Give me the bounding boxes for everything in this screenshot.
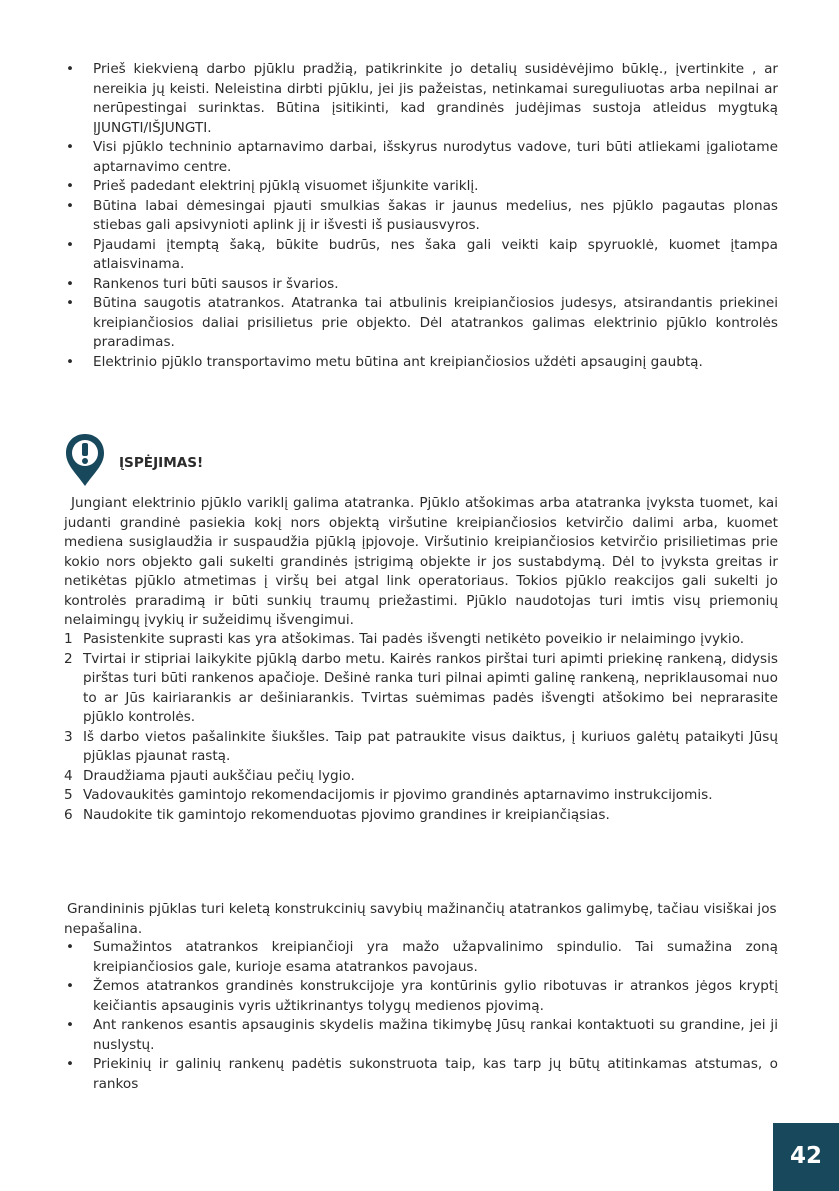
warning-title: ĮSPĖJIMAS! [119,455,204,471]
list-item [64,806,778,826]
step-text: Vadovaukitės gamintojo rekomendacijomis ir pjovimo grandinės aptarnavimo instrukcijomis. [83,787,713,803]
list-item [64,1016,778,1055]
step-number: 6 [64,806,73,823]
bullet-icon: • [65,353,75,370]
exclamation-pin-icon [64,432,106,488]
bullet-icon: • [65,275,75,292]
bullet-icon: • [65,295,75,311]
step-text: Draudžiama pjauti aukščiau pečių lygio. [83,767,355,784]
list-item [64,197,778,236]
bullet-icon: • [65,978,75,994]
bullet-icon: • [65,1017,75,1033]
bullet-icon: • [65,939,75,955]
warning-paragraph: Jungiant elektrinio pjūklo variklį galima atatranka. Pjūklo atšokimas arba atatranka įvyksta tuomet, kai judanti grandinė pasiekia kokį nors objektą viršutine kreipiančiosios ketvirčio dalimi arba, kuomet mediena susiglaudžia ir suspaudžia pjūklą įpjovoje. Viršutinio kreipiančiosios ketvirčio prisilietimas prie kokio nors objekto gali sukelti grandinės įstrigimą objekte ir jos sustabdymą. Dėl to įvyksta greitas ir netikėtas pjūklo atmetimas į viršų bei atgal link operatoriaus. Tokios pjūklo reakcijos gali sukelti jo kontrolės praradimą ir būti sunkių traumų priežastimi. Pjūklo naudotojas turi imtis visų priemonių nelaimingų įvykių ir sužeidimų išvengimui. [64,495,778,628]
list-item [64,938,778,977]
list-item [64,1055,778,1094]
step-number: 3 [64,728,73,745]
bottom-bullet-list [64,938,778,1094]
list-item [64,236,778,275]
list-item [64,650,778,728]
top-bullet-list [64,60,778,372]
bullet-icon: • [65,197,75,214]
list-item-text: Prieš kiekvieną darbo pjūklu pradžią, patikrinkite jo detalių susidėvėjimo būklę., įvertinkite , ar nereikia jų keisti. Neleistina dirbti pjūklu, jei jis pažeistas, netinkamai sureguliuotas arba nepilnai ar nerūpestingai surinktas. Būtina įsitikinti, kad grandinės judėjimas sustoja atleidus mygtuką ĮJUNGTI/IŠJUNGTI. [93,61,778,136]
list-item-text: Rankenos turi būti sausos ir švarios. [93,275,339,292]
step-number: 2 [64,650,73,667]
list-item-text: Priekinių ir galinių rankenų padėtis sukonstruota taip, kas tarp jų būtų atitinkamas atstumas, o rankos [93,1056,778,1092]
bullet-icon: • [65,178,75,194]
list-item [64,786,778,806]
list-item [64,630,778,650]
intro-paragraph: Grandininis pjūklas turi keletą konstrukcinių savybių mažinančių atatrankos galimybę, tačiau visiškai jos nepašalina. [64,901,777,937]
list-item [64,138,778,177]
list-item-text: Žemos atatrankos grandinės konstrukcijoje yra kontūrinis gylio ribotuvas ir atrankos jėgos kryptį keičiantis apsauginis vyris užtikrinantys tolygų medienos pjovimą. [93,978,778,1014]
list-item [64,60,778,138]
bullet-icon: • [65,61,75,77]
list-item [64,728,778,767]
list-item-text: Būtina labai dėmesingai pjauti smulkias šakas ir jaunus medelius, nes pjūklo pagautas plonas stiebas gali apsivynioti aplink jį ir išvesti iš pusiausvyros. [93,197,778,233]
bullet-icon: • [65,1056,75,1072]
list-item [64,977,778,1016]
list-item [64,275,778,295]
list-item-text: Prieš padedant elektrinį pjūklą visuomet išjunkite variklį. [93,178,479,194]
step-text: Tvirtai ir stipriai laikykite pjūklą darbo metu. Kairės rankos pirštai turi apimti priekinę rankeną, didysis pirštas turi būti rankenos apačioje. Dešinė ranka turi pilnai apimti galinę rankeną, nepriklausomai nuo to ar Jūs kairiarankis ar dešiniarankis. Tvirtas suėmimas padės išvengti atšokimo bei neprarasite pjūklo kontrolės. [83,650,778,725]
list-item [64,177,778,197]
list-item [64,353,778,373]
list-item-text: Elektrinio pjūklo transportavimo metu būtina ant kreipiančiosios uždėti apsauginį gaubtą. [93,353,703,370]
step-number: 1 [64,631,73,647]
page-number: 42 [773,1123,839,1191]
step-text: Naudokite tik gamintojo rekomenduotas pjovimo grandines ir kreipiančiąsias. [83,806,610,823]
list-item-text: Pjaudami įtemptą šaką, būkite budrūs, nes šaka gali veikti kaip spyruoklė, kuomet įtampa atlaisvinama. [93,236,778,272]
list-item-text: Būtina saugotis atatrankos. Atatranka tai atbulinis kreipiančiosios judesys, atsirandantis priekinei kreipiančiosios daliai prisilietus prie objekto. Dėl atatrankos galimas elektrinio pjūklo kontrolės praradimas. [93,295,778,350]
warning-steps-list [64,630,778,825]
bullet-icon: • [65,139,75,155]
step-number: 5 [64,787,73,803]
list-item-text: Sumažintos atatrankos kreipiančioji yra mažo užapvalinimo spindulio. Tai sumažina zoną kreipiančiosios gale, kurioje esama atatrankos pavojaus. [93,939,778,975]
list-item [64,294,778,353]
step-text: Pasistenkite suprasti kas yra atšokimas. Tai padės išvengti netikėto poveikio ir nelaimingo įvykio. [83,631,745,647]
list-item-text: Ant rankenos esantis apsauginis skydelis mažina tikimybę Jūsų rankai kontaktuoti su grandine, jei ji nuslystų. [93,1017,778,1053]
step-number: 4 [64,767,73,784]
list-item-text: Visi pjūklo techninio aptarnavimo darbai, išskyrus nurodytus vadove, turi būti atliekami įgaliotame aptarnavimo centre. [93,139,778,175]
bullet-icon: • [65,236,75,253]
list-item [64,767,778,787]
step-text: Iš darbo vietos pašalinkite šiukšles. Taip pat patraukite visus daiktus, į kuriuos galėtų pataikyti Jūsų pjūklas pjaunat rastą. [83,728,778,764]
